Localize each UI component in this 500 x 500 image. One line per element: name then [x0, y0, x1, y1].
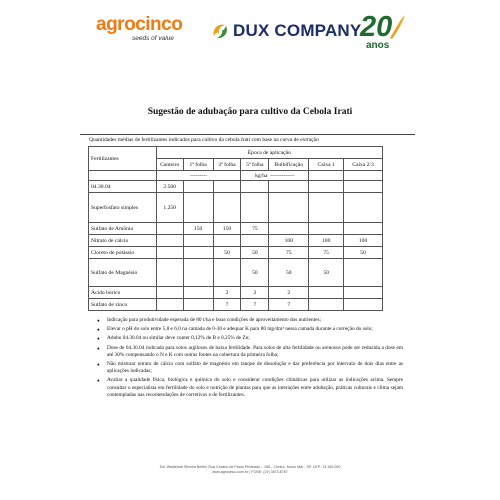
cell	[156, 259, 183, 287]
cell	[183, 287, 213, 299]
cell: 75	[309, 247, 344, 259]
cell: 7	[269, 299, 309, 311]
cell	[241, 193, 269, 223]
cell	[183, 299, 213, 311]
cell	[309, 193, 344, 223]
cell: 7	[241, 299, 269, 311]
cell	[344, 193, 383, 223]
swoosh-icon	[388, 14, 406, 40]
notes-list	[97, 317, 403, 401]
note-item: ● Avaliar a qualidade física, biológica e química do solo e considerar condições climáticas para utilizar as indicações acima. Sempre consultar o especialista em fertilidade do solo e nutrição de plantas para que as interações entre adubação, práticas culturais e clima sejam contempladas nas recomendações de corretivos e de fertilizantes.	[97, 377, 403, 399]
cell	[269, 223, 309, 235]
cell	[241, 235, 269, 247]
row-label: Superfosfato simples	[89, 193, 157, 223]
cell	[213, 259, 241, 287]
cell: 1.250	[156, 193, 183, 223]
column-header: Caixa 2/3	[344, 159, 383, 171]
cell: 100	[269, 235, 309, 247]
cell	[213, 235, 241, 247]
cell	[269, 193, 309, 223]
units-dashes: ---------	[156, 171, 241, 181]
column-header: Canteiro	[156, 159, 183, 171]
column-header: 3ª folha	[213, 159, 241, 171]
column-header: Bulbificação	[269, 159, 309, 171]
cell	[269, 181, 309, 193]
cell	[183, 259, 213, 287]
cell	[183, 235, 213, 247]
units-label: kg/ha -------------	[241, 171, 309, 181]
cell: 150	[183, 223, 213, 235]
cell: 150	[213, 223, 241, 235]
cell	[156, 235, 183, 247]
fertilizer-header: Fertilizantes	[89, 147, 157, 171]
note-item: ● Dose de 04.30.04 indicada para solos argilosos de baixa fertilidade. Para solos de alta fertilidade ou arenosos pode ser reduzida a dose em até 30% compensando o N e K com outras fontes na cobertura da primeira folha;	[97, 345, 403, 359]
cell	[156, 247, 183, 259]
dux-company-logo	[210, 21, 361, 41]
cell	[309, 299, 344, 311]
cell: 75	[269, 247, 309, 259]
footer	[0, 465, 500, 475]
row-label: Sulfato de Magnésio	[89, 259, 157, 287]
document-title: Sugestão de adubação para cultivo da Cebola Irati	[147, 107, 353, 117]
cell: 50	[269, 259, 309, 287]
cell: 7	[213, 299, 241, 311]
row-label: Sulfato de Amônio	[89, 223, 157, 235]
row-label: Nitrato de cálcio	[89, 235, 157, 247]
cell	[309, 181, 344, 193]
table-row	[89, 193, 383, 223]
anniversary-number: 20	[360, 11, 393, 43]
anniversary-word: anos	[366, 40, 390, 51]
cell: 2	[241, 287, 269, 299]
dux-company-name: DUX COMPANY	[233, 21, 362, 40]
season-header: Época de aplicação	[156, 147, 382, 159]
cell	[309, 223, 344, 235]
agrocinco-tagline: seeds of value	[132, 35, 174, 42]
note-item: ● Adubo 04.30.04 ou similar deve conter 0,12% de B e 0,25% de Zn;	[97, 335, 403, 342]
divider	[80, 134, 415, 135]
cell: 2.500	[156, 181, 183, 193]
cell: 2	[213, 287, 241, 299]
cell	[241, 181, 269, 193]
footer-address: Est. Waldemar Silveira Bellini, Rua Cesário de Paula Penteado – 185 – Centro, Morro Mar - SP, CEP: 13.190-000	[159, 465, 341, 469]
cell	[156, 223, 183, 235]
cell: 2	[269, 287, 309, 299]
cell	[183, 193, 213, 223]
table-row	[89, 223, 383, 235]
cell: 50	[241, 247, 269, 259]
cell	[156, 287, 183, 299]
cell	[344, 259, 383, 287]
table-header-row	[89, 147, 383, 159]
column-header: 5ª folha	[241, 159, 269, 171]
cell	[183, 247, 213, 259]
column-header: 1ª folha	[183, 159, 213, 171]
cell: 100	[309, 235, 344, 247]
cell	[309, 287, 344, 299]
units-row	[89, 171, 383, 181]
note-item: ● Não misturar nitrato de cálcio com sulfato de magnésio em tanque de dissolução e dar preferência por intervalo de dois dias entre as aplicações indicadas;	[97, 361, 403, 375]
column-header: Caixa 1	[309, 159, 344, 171]
table-row	[89, 299, 383, 311]
table-row	[89, 247, 383, 259]
cell	[213, 193, 241, 223]
fertilizer-table	[88, 146, 383, 311]
cell: 50	[213, 247, 241, 259]
table-row	[89, 259, 383, 287]
footer-contact: www.agrocinco.com.br | FONE: (19) 3873-6787	[212, 470, 288, 474]
cell: 50	[344, 247, 383, 259]
agrocinco-name: agrocinco	[96, 14, 183, 35]
note-item: ● Indicação para produtividade esperada de 80 t/ha e boas condições de aproveitamento dos nutrientes;	[97, 317, 403, 324]
table-row	[89, 235, 383, 247]
dux-swirl-icon	[210, 21, 230, 41]
row-label: Cloreto de potássio	[89, 247, 157, 259]
cell	[183, 181, 213, 193]
cell: 50	[241, 259, 269, 287]
cell	[344, 299, 383, 311]
note-item: ● Elevar o pH do solo entre 5,8 e 6,0 na camada de 0-30 e adequar K para 80 mg/dm³ nessa camada durante a correção do solo;	[97, 326, 403, 333]
cell: 75	[241, 223, 269, 235]
row-label: Ácido bórico	[89, 287, 157, 299]
row-label: 04.30.04	[89, 181, 157, 193]
table-row	[89, 287, 383, 299]
row-label: Sulfato de zinco	[89, 299, 157, 311]
cell	[344, 223, 383, 235]
document-subtitle: Quantidades médias de fertilizantes indicados para cultivo da cebola Irati com base na curva de extração	[89, 137, 319, 143]
cell	[213, 181, 241, 193]
agrocinco-logo	[96, 14, 182, 42]
cell: 50	[309, 259, 344, 287]
cell	[344, 287, 383, 299]
cell: 100	[344, 235, 383, 247]
logo-bar	[0, 11, 500, 58]
table-row	[89, 181, 383, 193]
cell	[156, 299, 183, 311]
cell	[344, 181, 383, 193]
anniversary-logo	[360, 12, 406, 56]
